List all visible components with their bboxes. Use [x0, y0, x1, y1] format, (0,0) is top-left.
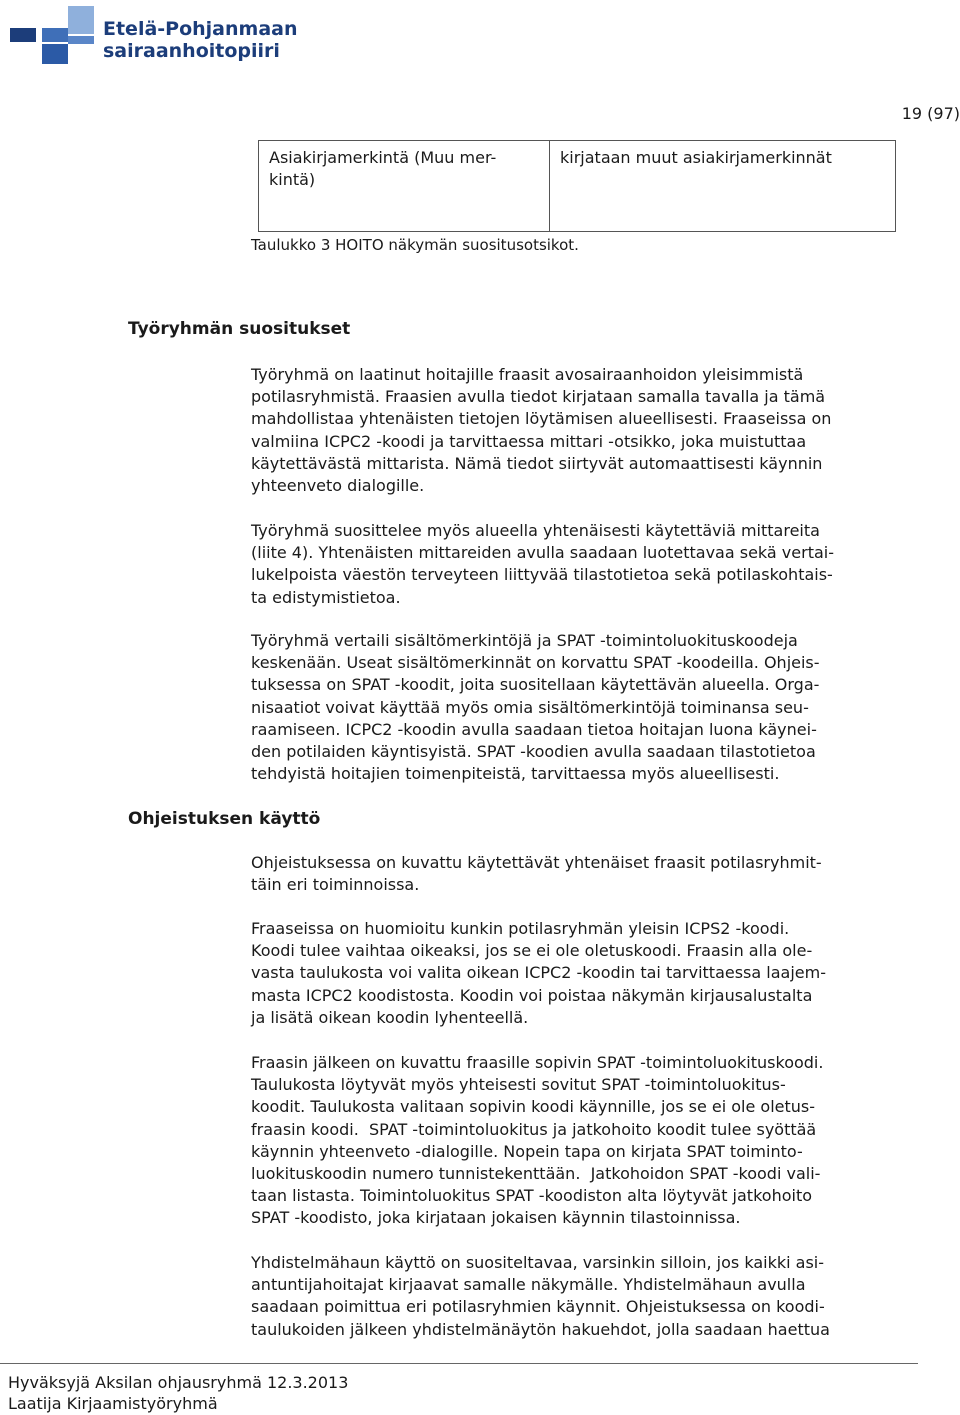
text-line: luokituskoodin numero tunnistekenttään. Jatkohoidon SPAT -koodi vali-	[251, 1164, 821, 1184]
text-line: SPAT -koodisto, joka kirjataan jokaisen käynnin tilastoinnissa.	[251, 1208, 741, 1228]
cell-line: Asiakirjamerkintä (Muu mer-	[269, 148, 497, 167]
text-line: raamiseen. ICPC2 -koodin avulla saadaan tietoa hoitajan luona käynei-	[251, 719, 817, 739]
text-line: (liite 4). Yhtenäisten mittareiden avulla saadaan luotettavaa sekä vertai-	[251, 543, 834, 563]
text-line: koodit. Taulukosta valitaan sopivin koodi käynnille, jos se ei ole oletus-	[251, 1097, 816, 1117]
paragraph-5	[251, 918, 916, 1029]
paragraph-1	[251, 364, 916, 497]
paragraph-2	[251, 520, 916, 609]
text-line: valmiina ICPC2 -koodi ja tarvittaessa mittari -otsikko, joka muistuttaa	[251, 431, 807, 451]
text-line: antuntijahoitajat kirjaavat samalle näkymälle. Yhdistelmähaun avulla	[251, 1275, 806, 1295]
text-line: nisaatiot voivat käyttää myös omia sisältömerkintöjä toiminansa seu-	[251, 697, 809, 717]
paragraph-6	[251, 1052, 916, 1230]
text-line: Yhdistelmähaun käyttö on suositeltavaa, varsinkin silloin, jos kaikki asi-	[251, 1253, 824, 1272]
footer-divider	[0, 1363, 918, 1364]
text-line: mahdollistaa yhtenäisten tietojen löytämisen alueellisesti. Fraaseissa on	[251, 409, 832, 429]
text-line: Työryhmä vertaili sisältömerkintöjä ja SPAT -toimintoluokituskoodeja	[251, 631, 798, 650]
text-line: Työryhmä suosittelee myös alueella yhtenäisesti käytettäviä mittareita	[251, 521, 820, 540]
text-line: den potilaiden käyntisyistä. SPAT -koodien avulla saadaan tilastotietoa	[251, 742, 816, 762]
footer	[8, 1372, 348, 1414]
text-line: fraasin koodi. SPAT -toimintoluokitus ja jatkohoito koodit tulee syöttää	[251, 1119, 817, 1139]
org-name-line1: Etelä-Pohjanmaan	[103, 18, 298, 40]
cross-logo-icon	[8, 6, 118, 66]
org-name-line2: sairaanhoitopiiri	[103, 40, 280, 62]
table-cell-description: kirjataan muut asiakirjamerkinnät	[550, 141, 896, 232]
text-line: tuksessa on SPAT -koodit, joita suositellaan käytettävän alueella. Orga-	[251, 675, 820, 695]
text-line: Työryhmä on laatinut hoitajille fraasit avosairaanhoidon yleisimmistä	[251, 365, 804, 384]
organization-name	[103, 18, 298, 62]
text-line: Ohjeistuksessa on kuvattu käytettävät yhtenäiset fraasit potilasryhmit-	[251, 853, 822, 872]
text-line: keskenään. Useat sisältömerkinnät on korvattu SPAT -koodeilla. Ohjeis-	[251, 653, 820, 673]
paragraph-7	[251, 1252, 916, 1341]
text-line: taan listasta. Toimintoluokitus SPAT -koodiston alta löytyvät jatkohoito	[251, 1186, 812, 1206]
text-line: lukelpoista väestön terveyteen liittyvää tilastotietoa sekä potilaskohtais-	[251, 565, 833, 585]
footer-author: Laatija Kirjaamistyöryhmä	[8, 1394, 218, 1413]
text-line: täin eri toiminnoissa.	[251, 875, 420, 895]
text-line: yhteenveto dialogille.	[251, 476, 425, 496]
footer-approved: Hyväksyjä Aksilan ohjausryhmä 12.3.2013	[8, 1373, 349, 1392]
page-number: 19 (97)	[901, 104, 960, 123]
table-cell-heading	[259, 141, 550, 232]
table-row	[259, 141, 896, 232]
text-line: Taulukosta löytyvät myös yhteisesti sovitut SPAT -toimintoluokitus-	[251, 1075, 786, 1095]
text-line: Fraasin jälkeen on kuvattu fraasille sopivin SPAT -toimintoluokituskoodi.	[251, 1053, 824, 1072]
cell-line: kintä)	[269, 170, 316, 189]
text-line: tehdyistä hoitajien toimenpiteistä, tarvittaessa myös alueellisesti.	[251, 764, 780, 784]
text-line: käytettävästä mittarista. Nämä tiedot siirtyvät automaattisesti käynnin	[251, 453, 823, 473]
text-line: saadaan poimittua eri potilasryhmien käynnit. Ohjeistuksessa on koodi-	[251, 1297, 825, 1317]
text-line: ta edistymistietoa.	[251, 587, 401, 607]
section-heading-usage: Ohjeistuksen käyttö	[128, 809, 321, 829]
table-caption: Taulukko 3 HOITO näkymän suositusotsikot.	[251, 236, 579, 254]
text-line: taulukoiden jälkeen yhdistelmänäytön hakuehdot, jolla saadaan haettua	[251, 1319, 830, 1339]
section-heading-recommendations: Työryhmän suositukset	[128, 319, 351, 339]
paragraph-4	[251, 852, 916, 896]
recommendation-table	[258, 140, 896, 232]
text-line: Fraaseissa on huomioitu kunkin potilasryhmän yleisin ICPS2 -koodi.	[251, 919, 790, 938]
text-line: käynnin yhteenveto -dialogille. Nopein tapa on kirjata SPAT toiminto-	[251, 1141, 803, 1161]
paragraph-3	[251, 630, 916, 785]
text-line: ja lisätä oikean koodin lyhenteellä.	[251, 1007, 529, 1027]
text-line: masta ICPC2 koodistosta. Koodin voi poistaa näkymän kirjausalustalta	[251, 985, 813, 1005]
text-line: vasta taulukosta voi valita oikean ICPC2 -koodin tai tarvittaessa laajem-	[251, 963, 826, 983]
text-line: potilasryhmistä. Fraasien avulla tiedot kirjataan samalla tavalla ja tämä	[251, 387, 826, 407]
text-line: Koodi tulee vaihtaa oikeaksi, jos se ei ole oletuskoodi. Fraasin alla ole-	[251, 941, 813, 961]
